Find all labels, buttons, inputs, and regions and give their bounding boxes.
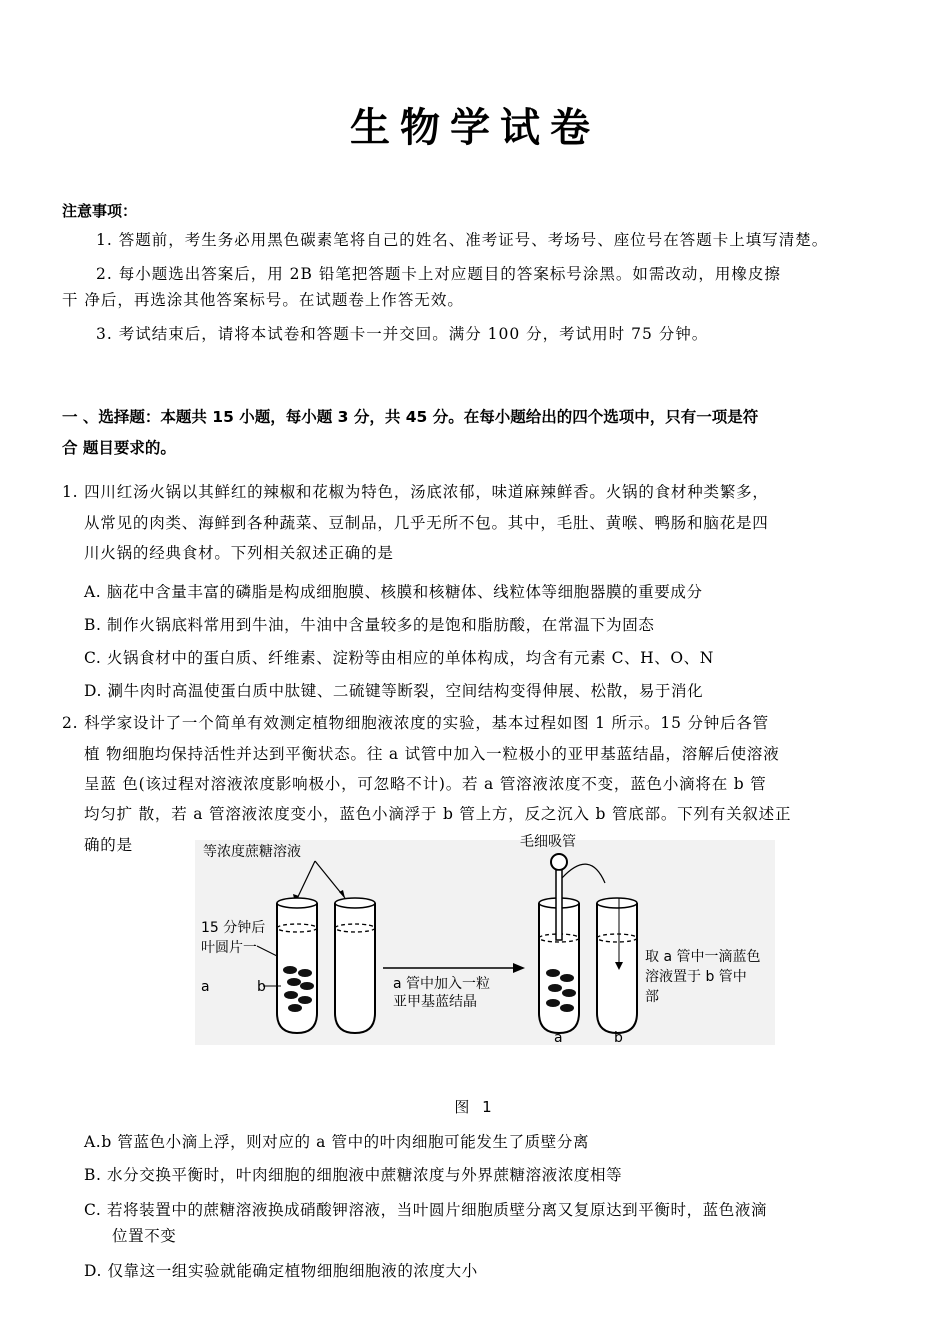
take-label-1: 取 a 管中一滴蓝色: [645, 949, 761, 965]
take-label-3: 部: [645, 989, 659, 1005]
q1-option-b: B. 制作火锅底料常用到牛油，牛油中含量较多的是饱和脂肪酸，在常温下为固态: [84, 616, 655, 634]
arrow-label-2: 亚甲基蓝结晶: [393, 994, 477, 1010]
q1-stem-line-1: 1. 四川红汤火锅以其鲜红的辣椒和花椒为特色，汤底浓郁，味道麻辣鲜香。火锅的食材种类繁多，: [62, 483, 769, 501]
q2-stem-line-2: 植 物细胞均保持活性并达到平衡状态。往 a 试管中加入一粒极小的亚甲基蓝结晶，溶解后使溶液: [84, 745, 780, 763]
q2-option-b: B. 水分交换平衡时，叶肉细胞的细胞液中蔗糖浓度与外界蔗糖溶液浓度相等: [84, 1166, 623, 1184]
q1-stem-line-2: 从常见的肉类、海鲜到各种蔬菜、豆制品，几乎无所不包。其中，毛肚、黄喉、鸭肠和脑花是四: [84, 514, 769, 532]
q1-stem-line-3: 川火锅的经典食材。下列相关叙述正确的是: [84, 544, 394, 562]
figure-1-diagram: [195, 828, 780, 1053]
page-title: 生物学试卷: [350, 105, 600, 151]
notice-item-1: 1. 答题前，考生务必用黑色碳素笔将自己的姓名、准考证号、考场号、座位号在答题卡上填写清楚。: [96, 231, 829, 249]
label-solution: 等浓度蔗糖溶液: [203, 844, 301, 860]
q2-option-a: A.b 管蓝色小滴上浮，则对应的 a 管中的叶肉细胞可能发生了质壁分离: [84, 1133, 590, 1151]
arrow-label-1: a 管中加入一粒: [393, 976, 491, 992]
q2-option-c: C. 若将装置中的蔗糖溶液换成硝酸钾溶液，当叶圆片细胞质壁分离又复原达到平衡时，蓝色液滴: [84, 1201, 768, 1219]
q1-option-c: C. 火锅食材中的蛋白质、纤维素、淀粉等由相应的单体构成，均含有元素 C、H、O、N: [84, 649, 714, 667]
q2-option-c-cont: 位置不变: [112, 1227, 177, 1245]
section-heading: 一 、选择题：本题共 15 小题，每小题 3 分，共 45 分。在每小题给出的四个选项中，只有一项是符: [62, 408, 759, 426]
label-15min: 15 分钟后: [201, 920, 266, 936]
q2-stem-line-1: 2. 科学家设计了一个简单有效测定植物细胞液浓度的实验，基本过程如图 1 所示。15 分钟后各管: [62, 714, 769, 732]
notice-item-2-cont: 干 净后，再选涂其他答案标号。在试题卷上作答无效。: [62, 291, 464, 309]
test-tube-b-left: [335, 898, 375, 1033]
q2-stem-line-4: 均匀扩 散，若 a 管溶液浓度变小，蓝色小滴浮于 b 管上方，反之沉入 b 管底部。下列有关叙述正: [84, 805, 792, 823]
notice-item-3: 3. 考试结束后，请将本试卷和答题卡一并交回。满分 100 分，考试用时 75 分钟。: [96, 325, 709, 343]
label-tube-a-right: a: [554, 1030, 563, 1046]
notice-item-2: 2. 每小题选出答案后，用 2B 铅笔把答题卡上对应题目的答案标号涂黑。如需改动，用橡皮擦: [96, 265, 781, 283]
q2-option-d: D. 仅靠这一组实验就能确定植物细胞细胞液的浓度大小: [84, 1262, 478, 1280]
label-tube-b-right: b: [614, 1030, 623, 1046]
q1-option-a: A. 脑花中含量丰富的磷脂是构成细胞膜、核膜和核糖体、线粒体等细胞器膜的重要成分: [84, 583, 703, 601]
test-tube-b-right: [597, 898, 637, 1033]
take-label-2: 溶液置于 b 管中: [645, 969, 747, 985]
q2-stem-line-3: 呈蓝 色(该过程对溶液浓度影响极小，可忽略不计)。若 a 管溶液浓度不变，蓝色小滴将在 b 管: [84, 775, 767, 793]
notice-heading: 注意事项：: [62, 202, 138, 220]
section-heading-cont: 合 题目要求的。: [62, 439, 176, 457]
q1-option-d: D. 涮牛肉时高温使蛋白质中肽键、二硫键等断裂，空间结构变得伸展、松散，易于消化: [84, 682, 704, 700]
q2-stem-line-5: 确的是: [84, 836, 133, 854]
label-capillary: 毛细吸管: [520, 834, 576, 850]
label-tube-b: b: [257, 979, 266, 995]
label-leaf-disc: 叶圆片一: [201, 940, 257, 956]
figure-caption: 图 1: [454, 1098, 496, 1116]
label-tube-a: a: [201, 979, 210, 995]
